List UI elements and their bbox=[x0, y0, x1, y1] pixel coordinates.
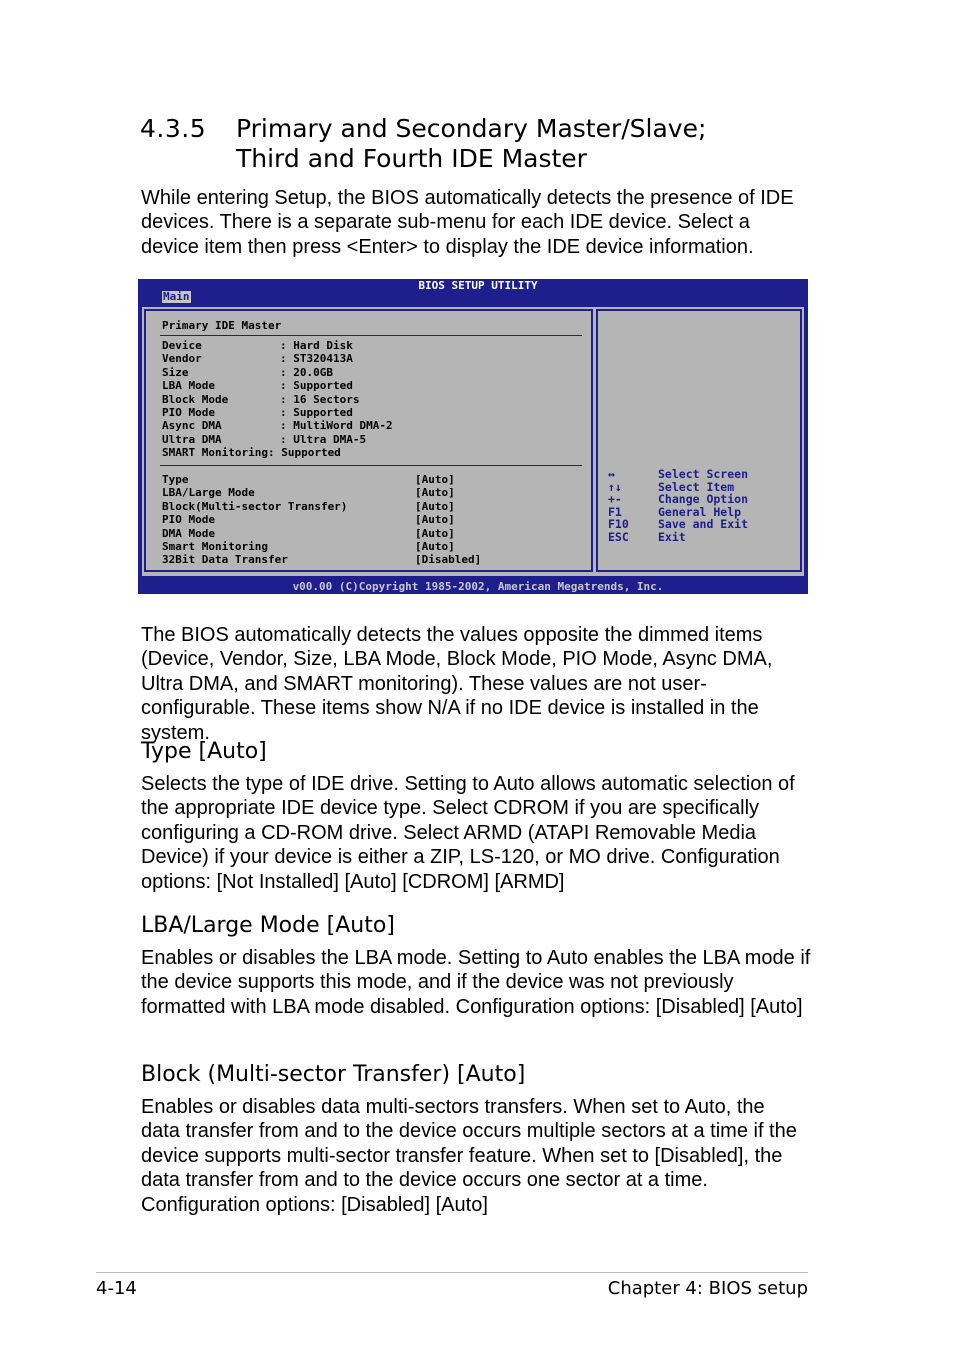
bios-title: BIOS SETUP UTILITY bbox=[418, 279, 538, 292]
option-pio-mode[interactable]: PIO Mode [Auto] bbox=[162, 513, 455, 527]
option-block-mode[interactable]: Block(Multi-sector Transfer) [Auto] bbox=[162, 499, 455, 513]
page-number: 4-14 bbox=[96, 1278, 137, 1299]
option-type[interactable]: Type [Auto] bbox=[162, 473, 455, 486]
bios-tab-main: Main bbox=[163, 290, 190, 303]
info-row: Size : 20.0GB bbox=[162, 365, 333, 379]
help-row: ESC Exit bbox=[608, 529, 686, 544]
block-body: Enables or disables data multi-sectors transfers. When set to Auto, the data transfer from and to the device occurs multiple sectors at a time if the device supports multi-sector transfer feature. When set to [Disabled], the data transfer from and to the device occurs one sector at a time. Configuration options: [Disabled] [Auto] bbox=[141, 1096, 797, 1216]
heading-block-mode: Block (Multi-sector Transfer) [Auto] bbox=[141, 1062, 526, 1087]
options-list bbox=[162, 473, 481, 567]
help-row: ↑↓ Select Item bbox=[608, 479, 735, 494]
info-row: Async DMA : MultiWord DMA-2 bbox=[162, 419, 393, 433]
option-32bit-transfer[interactable]: 32Bit Data Transfer [Disabled] bbox=[162, 553, 482, 567]
section-title bbox=[236, 114, 706, 174]
after-bios-paragraph: The BIOS automatically detects the values opposite the dimmed items (Device, Vendor, Size, LBA Mode, Block Mode, PIO Mode, Async DMA, Ultra DMA, and SMART monitoring). These values are not user-configurable. These items show N/A if no IDE device is installed in the system. bbox=[141, 624, 773, 744]
chapter-label: Chapter 4: BIOS setup bbox=[607, 1278, 808, 1299]
device-info-list bbox=[162, 339, 393, 460]
option-dma-mode[interactable]: DMA Mode [Auto] bbox=[162, 526, 455, 540]
option-smart-monitoring[interactable]: Smart Monitoring [Auto] bbox=[162, 539, 455, 553]
key-help-list bbox=[608, 468, 748, 544]
info-row: Vendor : ST320413A bbox=[162, 352, 353, 366]
info-row: Block Mode : 16 Sectors bbox=[162, 392, 360, 406]
divider bbox=[160, 465, 582, 466]
heading-type: Type [Auto] bbox=[141, 739, 267, 764]
help-row: F1 General Help bbox=[608, 504, 742, 519]
option-lba-large-mode[interactable]: LBA/Large Mode [Auto] bbox=[162, 486, 455, 500]
bios-body bbox=[142, 307, 804, 576]
type-body: Selects the type of IDE drive. Setting to Auto allows automatic selection of the appropriate IDE device type. Select CDROM if you are specifically configuring a CD-ROM drive. Select ARMD (ATAPI Removable Media Device) if your device is either a ZIP, LS-120, or MO drive. Configuration options: [Not Installed] [Auto] [CDROM] [ARMD] bbox=[141, 773, 795, 893]
info-row: LBA Mode : Supported bbox=[162, 379, 353, 393]
help-row: +- Change Option bbox=[608, 492, 749, 507]
section-title-line1: Primary and Secondary Master/Slave; bbox=[236, 114, 707, 143]
lba-body: Enables or disables the LBA mode. Setting to Auto enables the LBA mode if the device supports this mode, and if the device was not previously formatted with LBA mode disabled. Configuration options: [Disabled] [Auto] bbox=[141, 947, 811, 1018]
divider bbox=[160, 335, 582, 336]
bios-copyright: v00.00 (C)Copyright 1985-2002, American Megatrends, Inc. bbox=[292, 580, 664, 593]
info-row: PIO Mode : Supported bbox=[162, 405, 353, 419]
info-row: Device : Hard Disk bbox=[162, 339, 353, 352]
bios-settings-pane bbox=[144, 309, 593, 572]
heading-lba-large-mode: LBA/Large Mode [Auto] bbox=[141, 913, 395, 938]
arrows-ud-icon: ↑↓ bbox=[608, 479, 622, 494]
bios-screenshot bbox=[138, 279, 808, 594]
section-number: 4.3.5 bbox=[140, 114, 207, 143]
smart-row: SMART Monitoring: Supported bbox=[162, 446, 341, 460]
intro-paragraph: While entering Setup, the BIOS automatically detects the presence of IDE devices. There is a separate sub-menu for each IDE device. Select a device item then press <Enter> to display the IDE device information. bbox=[141, 187, 794, 258]
info-row: Ultra DMA : Ultra DMA-5 bbox=[162, 432, 367, 446]
help-row: F10 Save and Exit bbox=[608, 517, 749, 532]
arrows-lr-icon: ↔ bbox=[608, 467, 615, 481]
help-row: ↔ Select Screen bbox=[608, 467, 749, 481]
bios-help-pane bbox=[596, 309, 802, 572]
pane-title: Primary IDE Master bbox=[162, 319, 282, 332]
section-title-line2: Third and Fourth IDE Master bbox=[236, 144, 587, 173]
footer-divider bbox=[96, 1272, 808, 1273]
